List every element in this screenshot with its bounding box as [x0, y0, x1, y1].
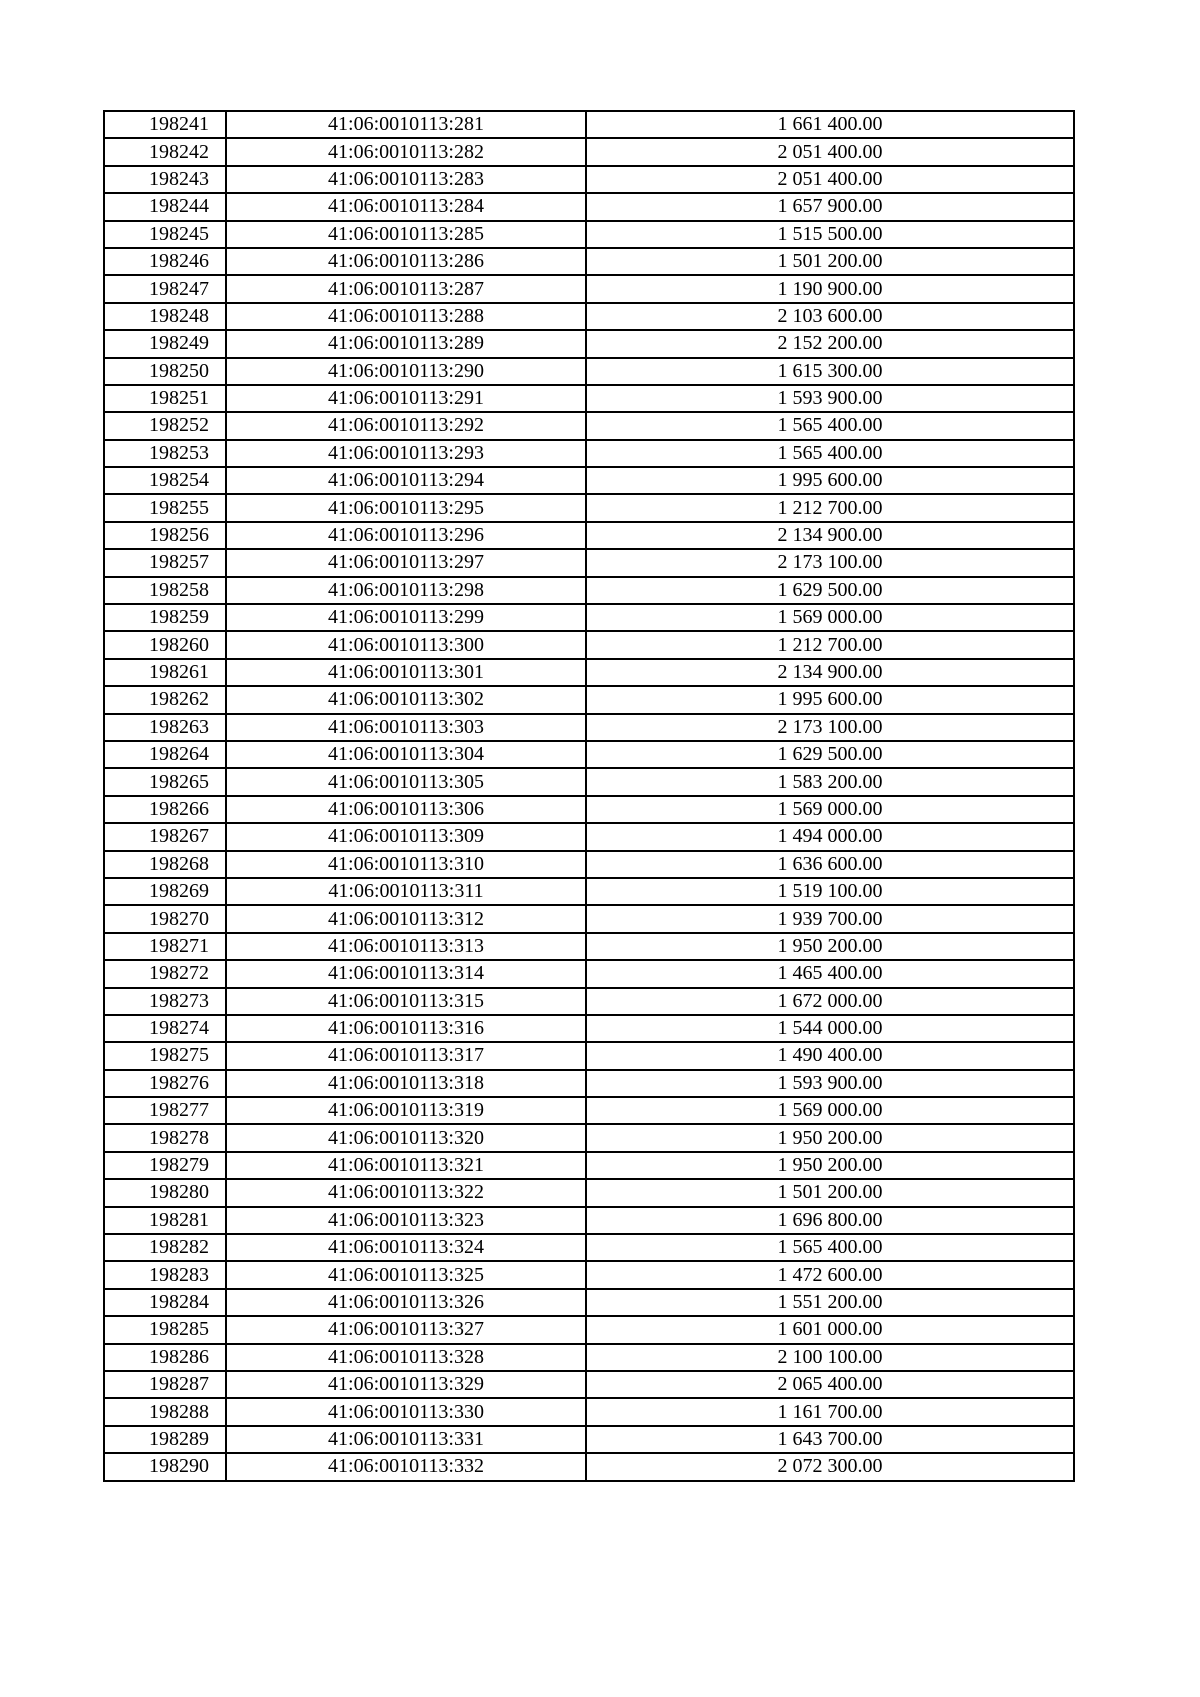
cadastral-number-cell: 41:06:0010113:310: [226, 851, 586, 878]
row-id-cell: 198241: [104, 111, 226, 138]
cadastral-number-cell: 41:06:0010113:314: [226, 960, 586, 987]
row-id-cell: 198289: [104, 1426, 226, 1453]
table-row: [104, 1371, 1074, 1398]
row-id-cell: 198252: [104, 412, 226, 439]
cadastral-value-cell: 1 565 400.00: [586, 440, 1074, 467]
cadastral-number-cell: 41:06:0010113:319: [226, 1097, 586, 1124]
table-row: [104, 1316, 1074, 1343]
row-id-cell: 198248: [104, 303, 226, 330]
cadastral-number-cell: 41:06:0010113:327: [226, 1316, 586, 1343]
cadastral-number-cell: 41:06:0010113:324: [226, 1234, 586, 1261]
cadastral-number-cell: 41:06:0010113:301: [226, 659, 586, 686]
cadastral-value-cell: 1 519 100.00: [586, 878, 1074, 905]
table-row: [104, 330, 1074, 357]
row-id-cell: 198253: [104, 440, 226, 467]
cadastral-value-cell: 1 569 000.00: [586, 1097, 1074, 1124]
cadastral-value-cell: 2 173 100.00: [586, 714, 1074, 741]
cadastral-value-cell: 1 544 000.00: [586, 1015, 1074, 1042]
cadastral-number-cell: 41:06:0010113:296: [226, 522, 586, 549]
row-id-cell: 198283: [104, 1261, 226, 1288]
cadastral-value-cell: 1 661 400.00: [586, 111, 1074, 138]
cadastral-value-cell: 1 995 600.00: [586, 686, 1074, 713]
table-row: [104, 796, 1074, 823]
cadastral-value-cell: 1 190 900.00: [586, 275, 1074, 302]
table-row: [104, 905, 1074, 932]
cadastral-value-cell: 1 565 400.00: [586, 1234, 1074, 1261]
cadastral-number-cell: 41:06:0010113:311: [226, 878, 586, 905]
row-id-cell: 198269: [104, 878, 226, 905]
cadastral-number-cell: 41:06:0010113:285: [226, 221, 586, 248]
table-row: [104, 1426, 1074, 1453]
row-id-cell: 198261: [104, 659, 226, 686]
row-id-cell: 198244: [104, 193, 226, 220]
cadastral-number-cell: 41:06:0010113:293: [226, 440, 586, 467]
cadastral-number-cell: 41:06:0010113:321: [226, 1152, 586, 1179]
row-id-cell: 198250: [104, 358, 226, 385]
cadastral-number-cell: 41:06:0010113:309: [226, 823, 586, 850]
cadastral-number-cell: 41:06:0010113:287: [226, 275, 586, 302]
table-row: [104, 467, 1074, 494]
cadastral-number-cell: 41:06:0010113:331: [226, 1426, 586, 1453]
cadastral-value-cell: 1 601 000.00: [586, 1316, 1074, 1343]
cadastral-value-cell: 1 636 600.00: [586, 851, 1074, 878]
cadastral-number-cell: 41:06:0010113:282: [226, 138, 586, 165]
cadastral-value-cell: 2 065 400.00: [586, 1371, 1074, 1398]
cadastral-number-cell: 41:06:0010113:329: [226, 1371, 586, 1398]
row-id-cell: 198281: [104, 1207, 226, 1234]
cadastral-value-cell: 1 593 900.00: [586, 385, 1074, 412]
cadastral-value-cell: 2 103 600.00: [586, 303, 1074, 330]
cadastral-value-cell: 1 657 900.00: [586, 193, 1074, 220]
table-row: [104, 440, 1074, 467]
cadastral-value-cell: 2 051 400.00: [586, 166, 1074, 193]
table-row: [104, 166, 1074, 193]
cadastral-value-cell: 1 565 400.00: [586, 412, 1074, 439]
cadastral-value-table: [103, 110, 1075, 1482]
table-row: [104, 1234, 1074, 1261]
table-row: [104, 1453, 1074, 1480]
cadastral-value-cell: 1 643 700.00: [586, 1426, 1074, 1453]
cadastral-number-cell: 41:06:0010113:286: [226, 248, 586, 275]
row-id-cell: 198286: [104, 1344, 226, 1371]
cadastral-number-cell: 41:06:0010113:316: [226, 1015, 586, 1042]
table-row: [104, 1124, 1074, 1151]
row-id-cell: 198279: [104, 1152, 226, 1179]
table-row: [104, 1207, 1074, 1234]
cadastral-value-cell: 1 950 200.00: [586, 933, 1074, 960]
cadastral-number-cell: 41:06:0010113:322: [226, 1179, 586, 1206]
row-id-cell: 198259: [104, 604, 226, 631]
cadastral-value-cell: 1 629 500.00: [586, 577, 1074, 604]
cadastral-value-cell: 1 569 000.00: [586, 604, 1074, 631]
table-row: [104, 358, 1074, 385]
row-id-cell: 198257: [104, 549, 226, 576]
table-body: [104, 111, 1074, 1481]
row-id-cell: 198271: [104, 933, 226, 960]
cadastral-value-cell: 1 494 000.00: [586, 823, 1074, 850]
row-id-cell: 198276: [104, 1070, 226, 1097]
cadastral-value-cell: 1 551 200.00: [586, 1289, 1074, 1316]
cadastral-number-cell: 41:06:0010113:325: [226, 1261, 586, 1288]
table-row: [104, 221, 1074, 248]
cadastral-value-cell: 1 995 600.00: [586, 467, 1074, 494]
cadastral-number-cell: 41:06:0010113:281: [226, 111, 586, 138]
cadastral-number-cell: 41:06:0010113:288: [226, 303, 586, 330]
cadastral-value-cell: 1 212 700.00: [586, 494, 1074, 521]
cadastral-number-cell: 41:06:0010113:330: [226, 1398, 586, 1425]
cadastral-number-cell: 41:06:0010113:284: [226, 193, 586, 220]
cadastral-value-cell: 2 100 100.00: [586, 1344, 1074, 1371]
table-row: [104, 111, 1074, 138]
row-id-cell: 198287: [104, 1371, 226, 1398]
table-row: [104, 1289, 1074, 1316]
cadastral-value-cell: 1 161 700.00: [586, 1398, 1074, 1425]
table-row: [104, 303, 1074, 330]
table-row: [104, 412, 1074, 439]
row-id-cell: 198274: [104, 1015, 226, 1042]
cadastral-number-cell: 41:06:0010113:290: [226, 358, 586, 385]
cadastral-number-cell: 41:06:0010113:318: [226, 1070, 586, 1097]
table-row: [104, 1398, 1074, 1425]
table-row: [104, 1344, 1074, 1371]
row-id-cell: 198272: [104, 960, 226, 987]
cadastral-number-cell: 41:06:0010113:315: [226, 988, 586, 1015]
cadastral-value-cell: 1 672 000.00: [586, 988, 1074, 1015]
cadastral-number-cell: 41:06:0010113:283: [226, 166, 586, 193]
cadastral-value-cell: 2 173 100.00: [586, 549, 1074, 576]
row-id-cell: 198275: [104, 1042, 226, 1069]
table-row: [104, 577, 1074, 604]
cadastral-number-cell: 41:06:0010113:326: [226, 1289, 586, 1316]
cadastral-value-cell: 1 212 700.00: [586, 631, 1074, 658]
cadastral-number-cell: 41:06:0010113:313: [226, 933, 586, 960]
table-row: [104, 1042, 1074, 1069]
row-id-cell: 198254: [104, 467, 226, 494]
cadastral-value-cell: 1 569 000.00: [586, 796, 1074, 823]
cadastral-value-cell: 1 490 400.00: [586, 1042, 1074, 1069]
cadastral-number-cell: 41:06:0010113:323: [226, 1207, 586, 1234]
row-id-cell: 198282: [104, 1234, 226, 1261]
table-row: [104, 851, 1074, 878]
row-id-cell: 198246: [104, 248, 226, 275]
cadastral-number-cell: 41:06:0010113:305: [226, 768, 586, 795]
row-id-cell: 198245: [104, 221, 226, 248]
cadastral-value-cell: 1 950 200.00: [586, 1124, 1074, 1151]
table-row: [104, 549, 1074, 576]
cadastral-value-cell: 1 615 300.00: [586, 358, 1074, 385]
cadastral-number-cell: 41:06:0010113:312: [226, 905, 586, 932]
table-row: [104, 604, 1074, 631]
table-row: [104, 248, 1074, 275]
table-row: [104, 686, 1074, 713]
cadastral-number-cell: 41:06:0010113:328: [226, 1344, 586, 1371]
table-row: [104, 1070, 1074, 1097]
table-row: [104, 659, 1074, 686]
row-id-cell: 198288: [104, 1398, 226, 1425]
table-row: [104, 933, 1074, 960]
cadastral-value-cell: 1 501 200.00: [586, 248, 1074, 275]
table-row: [104, 878, 1074, 905]
table-row: [104, 1152, 1074, 1179]
table-row: [104, 714, 1074, 741]
row-id-cell: 198243: [104, 166, 226, 193]
row-id-cell: 198267: [104, 823, 226, 850]
row-id-cell: 198265: [104, 768, 226, 795]
table-row: [104, 138, 1074, 165]
table-row: [104, 960, 1074, 987]
cadastral-number-cell: 41:06:0010113:303: [226, 714, 586, 741]
row-id-cell: 198249: [104, 330, 226, 357]
cadastral-value-cell: 2 072 300.00: [586, 1453, 1074, 1480]
row-id-cell: 198262: [104, 686, 226, 713]
cadastral-value-cell: 1 939 700.00: [586, 905, 1074, 932]
cadastral-number-cell: 41:06:0010113:320: [226, 1124, 586, 1151]
cadastral-value-cell: 1 515 500.00: [586, 221, 1074, 248]
cadastral-number-cell: 41:06:0010113:317: [226, 1042, 586, 1069]
cadastral-value-cell: 1 593 900.00: [586, 1070, 1074, 1097]
cadastral-number-cell: 41:06:0010113:302: [226, 686, 586, 713]
table-row: [104, 1261, 1074, 1288]
row-id-cell: 198247: [104, 275, 226, 302]
cadastral-number-cell: 41:06:0010113:304: [226, 741, 586, 768]
row-id-cell: 198255: [104, 494, 226, 521]
cadastral-number-cell: 41:06:0010113:295: [226, 494, 586, 521]
cadastral-number-cell: 41:06:0010113:300: [226, 631, 586, 658]
row-id-cell: 198260: [104, 631, 226, 658]
row-id-cell: 198258: [104, 577, 226, 604]
cadastral-number-cell: 41:06:0010113:299: [226, 604, 586, 631]
row-id-cell: 198268: [104, 851, 226, 878]
table-row: [104, 385, 1074, 412]
cadastral-number-cell: 41:06:0010113:291: [226, 385, 586, 412]
cadastral-number-cell: 41:06:0010113:298: [226, 577, 586, 604]
table-row: [104, 768, 1074, 795]
cadastral-number-cell: 41:06:0010113:306: [226, 796, 586, 823]
table-row: [104, 631, 1074, 658]
table-row: [104, 275, 1074, 302]
row-id-cell: 198278: [104, 1124, 226, 1151]
table-row: [104, 522, 1074, 549]
row-id-cell: 198242: [104, 138, 226, 165]
cadastral-value-cell: 1 950 200.00: [586, 1152, 1074, 1179]
table-row: [104, 741, 1074, 768]
table-row: [104, 988, 1074, 1015]
cadastral-value-cell: 2 051 400.00: [586, 138, 1074, 165]
row-id-cell: 198251: [104, 385, 226, 412]
table-row: [104, 1097, 1074, 1124]
cadastral-number-cell: 41:06:0010113:289: [226, 330, 586, 357]
row-id-cell: 198266: [104, 796, 226, 823]
row-id-cell: 198285: [104, 1316, 226, 1343]
row-id-cell: 198284: [104, 1289, 226, 1316]
row-id-cell: 198273: [104, 988, 226, 1015]
cadastral-value-cell: 1 629 500.00: [586, 741, 1074, 768]
cadastral-value-cell: 1 465 400.00: [586, 960, 1074, 987]
table-row: [104, 494, 1074, 521]
cadastral-value-cell: 2 134 900.00: [586, 522, 1074, 549]
table-row: [104, 823, 1074, 850]
row-id-cell: 198264: [104, 741, 226, 768]
table-row: [104, 193, 1074, 220]
table-row: [104, 1179, 1074, 1206]
row-id-cell: 198280: [104, 1179, 226, 1206]
row-id-cell: 198263: [104, 714, 226, 741]
table-row: [104, 1015, 1074, 1042]
cadastral-value-cell: 2 152 200.00: [586, 330, 1074, 357]
row-id-cell: 198270: [104, 905, 226, 932]
row-id-cell: 198290: [104, 1453, 226, 1480]
cadastral-number-cell: 41:06:0010113:297: [226, 549, 586, 576]
cadastral-value-cell: 1 696 800.00: [586, 1207, 1074, 1234]
cadastral-number-cell: 41:06:0010113:332: [226, 1453, 586, 1480]
cadastral-value-cell: 1 583 200.00: [586, 768, 1074, 795]
cadastral-value-cell: 1 501 200.00: [586, 1179, 1074, 1206]
cadastral-value-cell: 1 472 600.00: [586, 1261, 1074, 1288]
cadastral-number-cell: 41:06:0010113:294: [226, 467, 586, 494]
cadastral-value-cell: 2 134 900.00: [586, 659, 1074, 686]
row-id-cell: 198277: [104, 1097, 226, 1124]
row-id-cell: 198256: [104, 522, 226, 549]
cadastral-number-cell: 41:06:0010113:292: [226, 412, 586, 439]
